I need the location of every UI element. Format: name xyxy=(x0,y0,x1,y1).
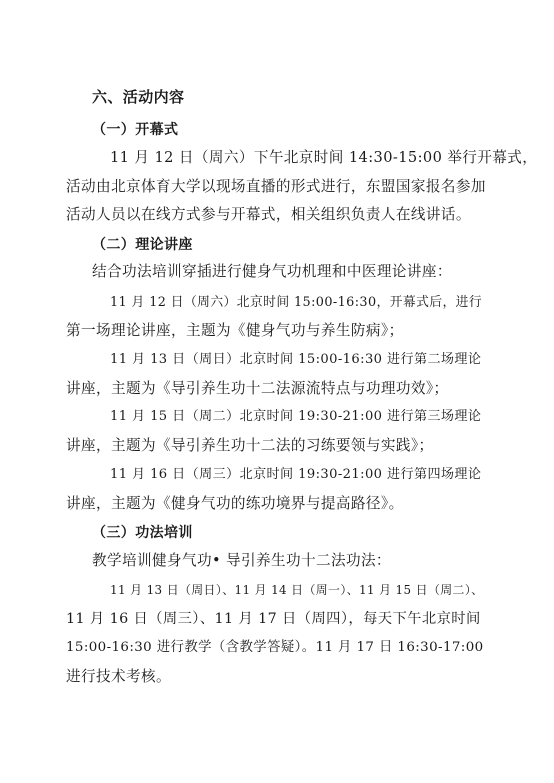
paragraph-line: 11 月 12 日（周六）下午北京时间 14:30-15:00 举行开幕式， xyxy=(110,149,538,166)
opening-heading: （一）开幕式 xyxy=(92,122,179,138)
paragraph-line: 讲座，主题为《导引养生功十二法源流特点与功理功效》； xyxy=(66,380,449,397)
lectures-heading: （二）理论讲座 xyxy=(92,237,193,253)
paragraph-line: 活动人员以在线方式参与开幕式，相关组织负责人在线讲话。 xyxy=(66,206,471,223)
paragraph-line: 进行技术考核。 xyxy=(66,668,171,685)
paragraph-line: 11 月 16 日（周三）北京时间 19:30-21:00 进行第四场理论 xyxy=(110,467,482,482)
paragraph-line: 11 月 16 日（周三）、11 月 17 日（周四），每天下午北京时间 xyxy=(66,611,481,627)
paragraph-line: 11 月 12 日（周六）北京时间 15:00-16:30，开幕式后，进行 xyxy=(110,295,483,310)
paragraph-line: 讲座，主题为《导引养生功十二法的习练要领与实践》； xyxy=(66,437,434,454)
paragraph-line: 教学培训健身气功• 导引养生功十二法功法： xyxy=(92,552,391,569)
paragraph-line: 11 月 13 日（周日）北京时间 15:00-16:30 进行第二场理论 xyxy=(110,352,482,367)
training-heading: （三）功法培训 xyxy=(92,525,193,541)
section-heading: 六、活动内容 xyxy=(92,88,185,106)
paragraph-line: 11 月 13 日（周日）、11 月 14 日（周一）、11 月 15 日（周二）、 xyxy=(110,583,484,597)
paragraph-line: 第一场理论讲座，主题为《健身气功与养生防病》； xyxy=(66,322,404,339)
paragraph-line: 结合功法培训穿插进行健身气功机理和中医理论讲座： xyxy=(92,263,452,280)
paragraph-line: 15:00-16:30 进行教学（含教学答疑）。11 月 17 日 16:30-17:00 xyxy=(66,640,484,655)
paragraph-line: 活动由北京体育大学以现场直播的形式进行，东盟国家报名参加 xyxy=(66,178,486,195)
paragraph-line: 11 月 15 日（周二）北京时间 19:30-21:00 进行第三场理论 xyxy=(110,409,482,424)
paragraph-line: 讲座，主题为《健身气功的练功境界与提高路径》。 xyxy=(66,495,404,512)
